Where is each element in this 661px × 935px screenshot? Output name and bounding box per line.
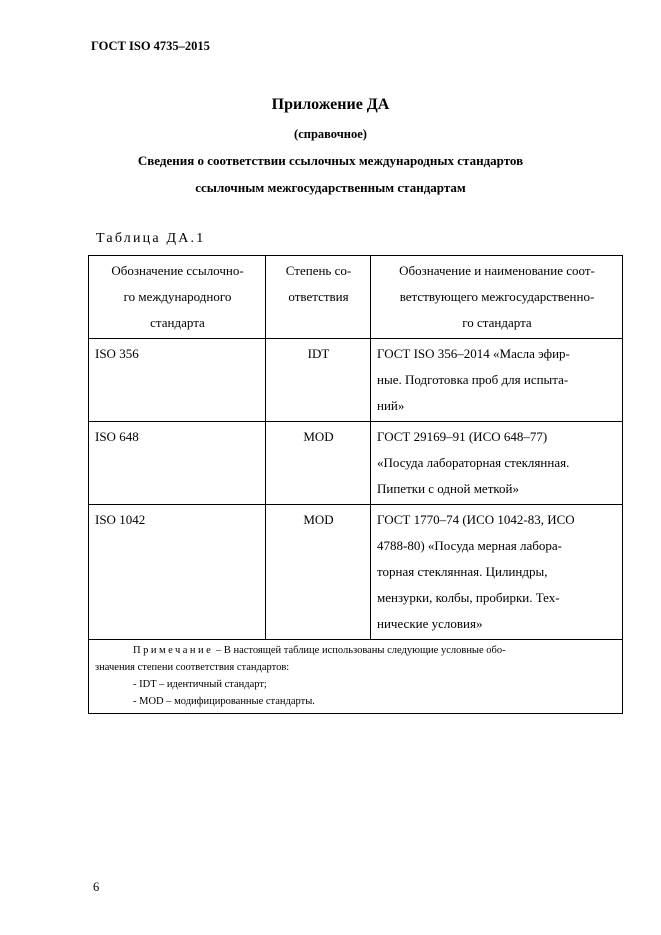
header-line: ответствия: [288, 289, 349, 304]
note-item-mod: - MOD – модифицированные стандарты.: [133, 696, 315, 707]
cell-degree: IDT: [266, 339, 371, 422]
standard-line: ГОСТ 29169–91 (ИСО 648–77): [377, 429, 548, 444]
cell-standard: [371, 422, 623, 505]
note-line-2: значения степени соответствия стандартов:: [95, 662, 290, 673]
note-line-1: [95, 642, 616, 659]
note-item-idt: - IDT – идентичный стандарт;: [133, 679, 267, 690]
header-degree: [266, 256, 371, 339]
table-note-row: [89, 640, 623, 714]
cell-standard: [371, 505, 623, 640]
standard-line: ГОСТ 1770–74 (ИСО 1042-83, ИСО: [377, 512, 575, 527]
table-row: [89, 339, 623, 422]
standard-line: «Посуда лабораторная стеклянная.: [377, 455, 570, 470]
cell-designation: ISO 356: [89, 339, 266, 422]
table-header-row: [89, 256, 623, 339]
standard-line: ГОСТ ISO 356–2014 «Масла эфир-: [377, 346, 570, 361]
standard-line: Пипетки с одной меткой»: [377, 481, 519, 496]
standard-line: нические условия»: [377, 616, 483, 631]
page-number: 6: [93, 880, 100, 894]
cell-designation: ISO 648: [89, 422, 266, 505]
annex-heading-line-2: ссылочным межгосударственным стандартам: [195, 180, 466, 195]
correspondence-table: [88, 255, 623, 714]
annex-type: (справочное): [294, 127, 367, 141]
header-line: го международного: [123, 289, 232, 304]
table-caption: Таблица ДА.1: [96, 231, 206, 246]
standard-line: мензурки, колбы, пробирки. Тех-: [377, 590, 560, 605]
standard-line: ные. Подготовка проб для испыта-: [377, 372, 569, 387]
header-line: Обозначение ссылочно-: [111, 263, 244, 278]
header-international-standard: [89, 256, 266, 339]
cell-designation: ISO 1042: [89, 505, 266, 640]
header-line: го стандарта: [462, 315, 532, 330]
header-line: стандарта: [150, 315, 205, 330]
table-row: [89, 422, 623, 505]
header-interstate-standard: [371, 256, 623, 339]
standard-line: торная стеклянная. Цилиндры,: [377, 564, 548, 579]
document-code: ГОСТ ISO 4735–2015: [91, 39, 210, 53]
standard-line: ний»: [377, 398, 405, 413]
cell-standard: [371, 339, 623, 422]
note-label: Примечание: [133, 645, 214, 656]
note-text: – В настоящей таблице использованы следующие условные обо-: [213, 645, 506, 656]
header-line: Обозначение и наименование соот-: [399, 263, 595, 278]
standard-line: 4788-80) «Посуда мерная лабора-: [377, 538, 562, 553]
header-line: ветствующего межгосударственно-: [399, 289, 595, 304]
annex-heading-line-1: Сведения о соответствии ссылочных международных стандартов: [137, 153, 524, 168]
cell-degree: MOD: [266, 422, 371, 505]
table-row: [89, 505, 623, 640]
header-line: Степень со-: [285, 263, 352, 278]
cell-degree: MOD: [266, 505, 371, 640]
annex-title: Приложение ДА: [271, 96, 390, 113]
table-note: [89, 640, 623, 714]
